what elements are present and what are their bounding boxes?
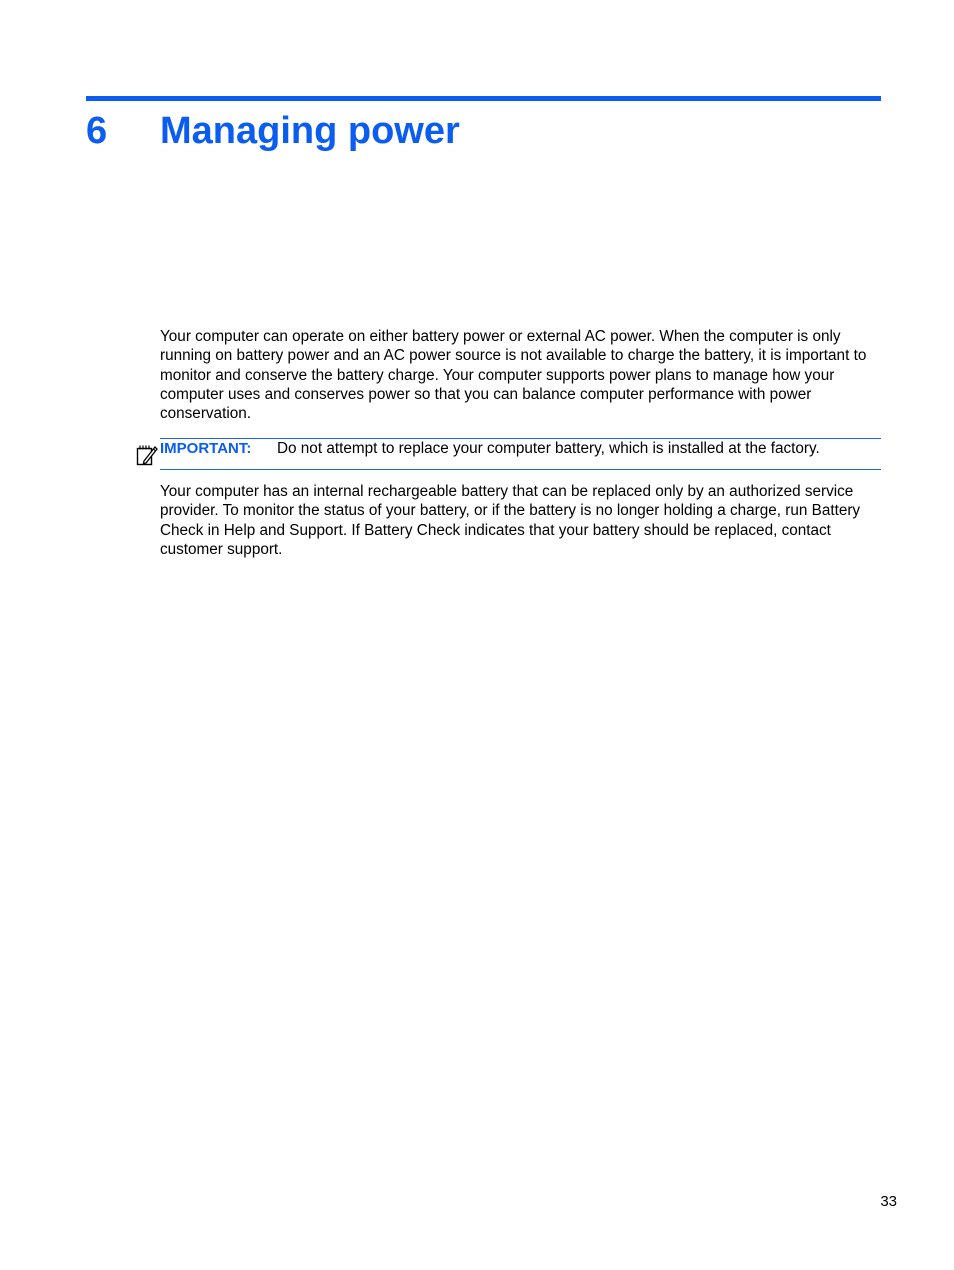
important-notice-icon (135, 443, 159, 467)
important-label: IMPORTANT: (160, 440, 252, 457)
battery-paragraph: Your computer has an internal rechargeable battery that can be replaced only by an authorized service provider. To monitor the status of your battery, or if the battery is no longer holding a charge, run Battery Check in Help and Support. If Battery Check indicates that your battery should be replaced, contact customer support. (160, 483, 861, 558)
chapter-title: Managing power (160, 110, 460, 152)
important-text: Do not attempt to replace your computer battery, which is installed at the factory. (277, 440, 820, 457)
important-notice (160, 438, 881, 470)
chapter-rule (86, 96, 881, 101)
intro-paragraph: Your computer can operate on either battery power or external AC power. When the computer is only running on battery power and an AC power source is not available to charge the battery, it is important to monitor and conserve the battery charge. Your computer supports power plans to manage how your computer uses and conserves power so that you can balance computer performance with power conservation. (160, 328, 867, 423)
chapter-number: 6 (86, 110, 108, 152)
page-number: 33 (880, 1193, 897, 1210)
chapter-heading (86, 106, 881, 156)
